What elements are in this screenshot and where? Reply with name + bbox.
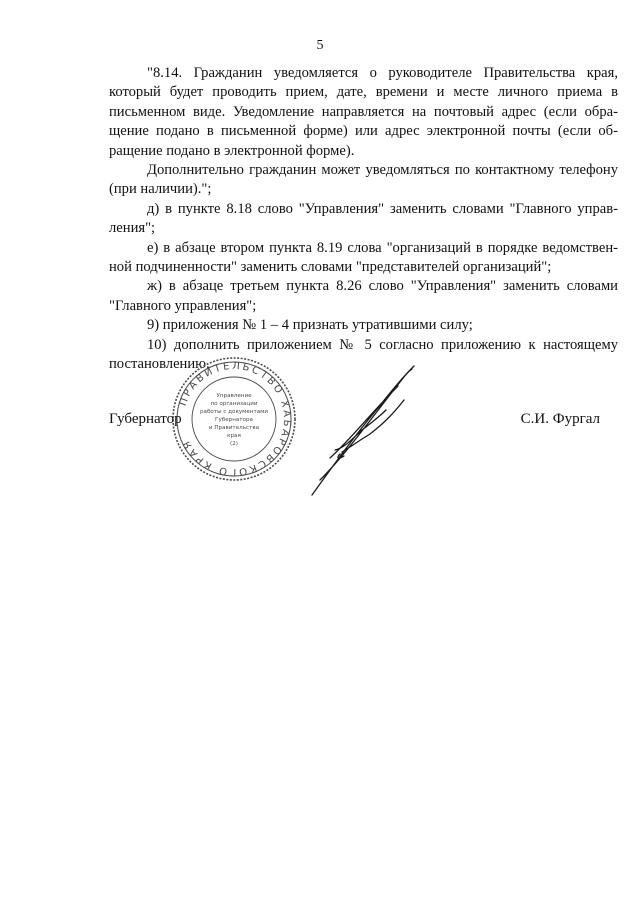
page-number: 5 <box>316 38 324 53</box>
paragraph-zh: ж) в абзаце третьем пункта 8.26 слово "Управления" заменить словами "Главного управления"; <box>109 278 618 314</box>
seal-line: края <box>227 433 241 439</box>
handwritten-signature <box>300 360 420 500</box>
document-body <box>109 64 618 375</box>
seal-line: Губернатора <box>215 417 253 423</box>
seal-line: работы с документами <box>200 409 268 415</box>
signatory-position: Губернатор <box>109 411 182 427</box>
seal-line: и Правительства <box>208 425 260 431</box>
signatory-name: С.И. Фургал <box>520 411 600 427</box>
signature-block <box>0 340 640 510</box>
official-seal <box>170 355 298 483</box>
seal-line: (2) <box>230 441 238 447</box>
seal-outer-text: ПРАВИТЕЛЬСТВО ХАБАРОВСКОГО КРАЯ <box>177 360 293 478</box>
paragraph-8-14: "8.14. Гражданин уведомляется о руководителе Правительства края, который будет проводить прием, дате, времени и месте личного приема в письменном виде. Уведомление направляется на почтовый адрес (если обращение подано в письменной форме) или адрес электронной почты (если обращение подано в электронной форме). <box>109 65 618 159</box>
seal-line: по организации <box>210 401 258 407</box>
paragraph-10: 10) дополнить приложением № 5 согласно приложению к настоящему постановлению. <box>109 336 618 373</box>
seal-line: Управление <box>216 393 252 399</box>
paragraph-e: е) в абзаце втором пункта 8.19 слова "организаций в порядке ведомственной подчиненности" заменить словами "представителей организаций"; <box>109 239 618 276</box>
paragraph-d: д) в пункте 8.18 слово "Управления" заменить словами "Главного управления"; <box>109 200 618 237</box>
paragraph-9: 9) приложения № 1 – 4 признать утратившими силу; <box>147 317 473 334</box>
paragraph-contact-phone: Дополнительно гражданин может уведомляться по контактному телефону (при наличии)."; <box>109 162 618 198</box>
